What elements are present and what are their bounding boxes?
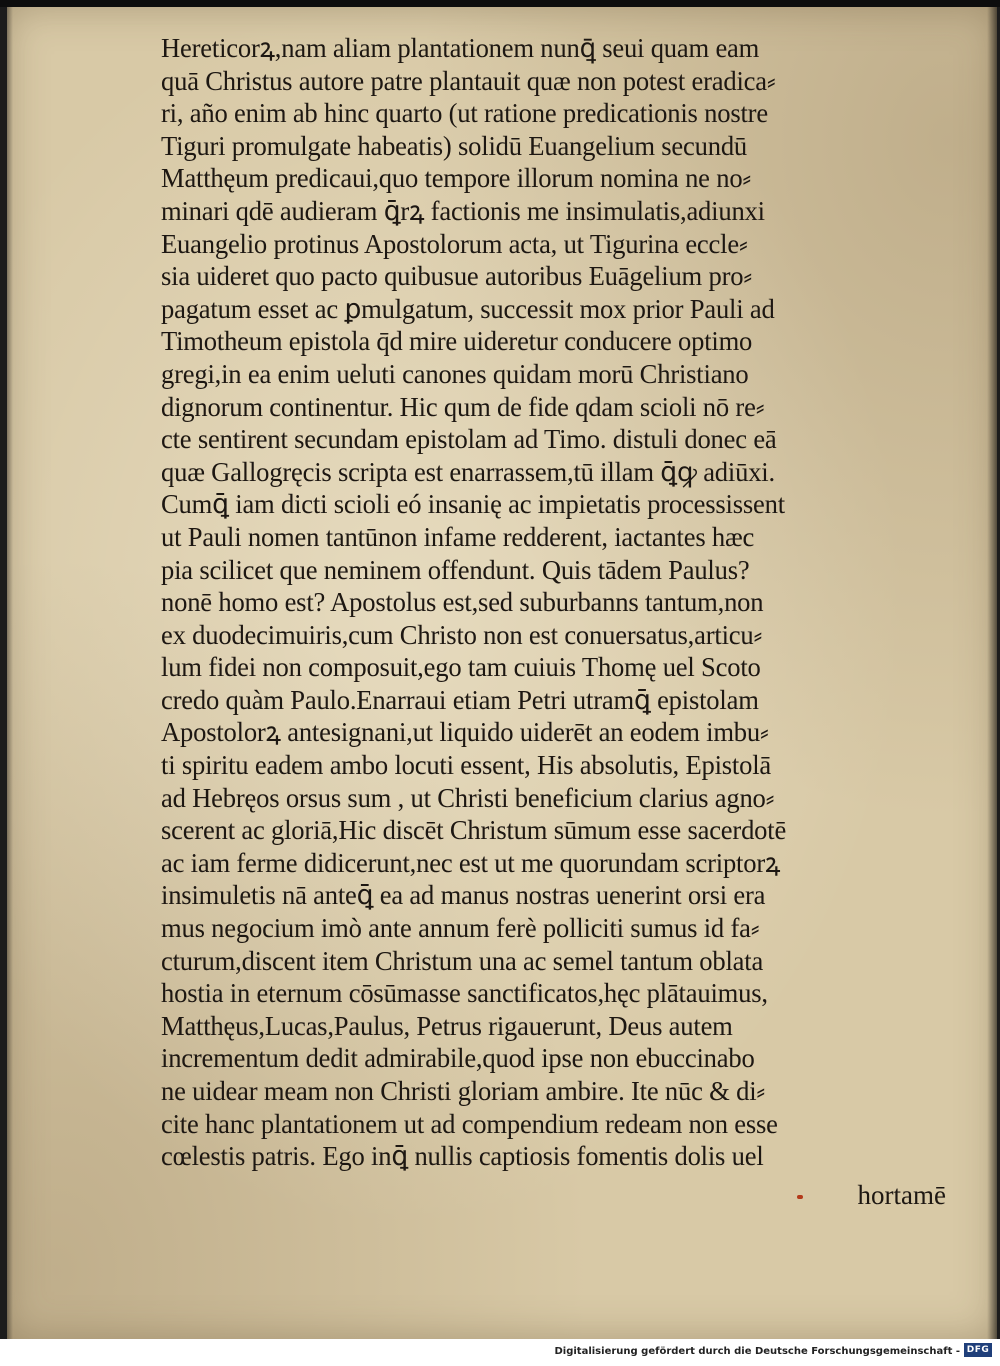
text-line: cœlestis patris. Ego inꝗ̄ nullis captiosis fomentis dolis uel bbox=[161, 1141, 764, 1172]
page-edge-left bbox=[7, 7, 13, 1339]
text-line: mus negocium imò ante annum ferè polliciti sumus id fa⸗ bbox=[161, 913, 760, 944]
text-line: pia scilicet que neminem offendunt. Quis tādem Paulus? bbox=[161, 554, 750, 585]
text-line: ex duodecimuiris,cum Christo non est conuersatus,articu⸗ bbox=[161, 619, 763, 650]
text-line: Apostolorꝝ antesignani,ut liquido uiderēt an eodem imbu⸗ bbox=[161, 717, 769, 748]
text-line: cturum,discent item Christum una ac semel tantum oblata bbox=[161, 945, 764, 976]
text-line: Matthęum predicaui,quo tempore illorum nomina ne no⸗ bbox=[161, 163, 752, 194]
text-line: ri, año enim ab hinc quarto (ut ratione predicationis nostre bbox=[161, 98, 768, 129]
text-line: Cumꝗ̄ iam dicti scioli eó insanię ac impietatis processissent bbox=[161, 489, 785, 520]
text-line: dignorum continentur. Hic qum de fide qdam scioli nō re⸗ bbox=[161, 391, 765, 422]
text-line: quā Christus autore patre plantauit quæ non potest eradica⸗ bbox=[161, 65, 776, 96]
text-line: pagatum esset ac ꝑmulgatum, successit mox prior Pauli ad bbox=[161, 293, 775, 324]
text-line: Tiguri promulgate habeatis) solidū Euangelium secundū bbox=[161, 130, 748, 161]
ink-mark bbox=[797, 1195, 803, 1199]
text-line: Matthęus,Lucas,Paulus, Petrus rigauerunt, Deus autem bbox=[161, 1010, 733, 1041]
text-line: hostia in eternum cōsūmasse sanctificatos,hęc plātauimus, bbox=[161, 978, 768, 1009]
text-line: cite hanc plantationem ut ad compendium redeam non esse bbox=[161, 1108, 778, 1139]
dfg-logo: DFG bbox=[964, 1343, 992, 1357]
text-line: insimuletis nā anteꝗ̄ ea ad manus nostras uenerint orsi era bbox=[161, 880, 766, 911]
text-line: gregi,in ea enim ueluti canones quidam morū Christiano bbox=[161, 358, 749, 389]
text-line: cte sentirent secundam epistolam ad Timo. distuli donec eā bbox=[161, 424, 777, 455]
text-line: nonē homo est? Apostolus est,sed suburbanns tantum,non bbox=[161, 587, 764, 618]
text-line: minari qdē audieram ꝗ̄rꝝ factionis me insimulatis,adiunxi bbox=[161, 195, 765, 226]
text-line: Euangelio protinus Apostolorum acta, ut Tigurina eccle⸗ bbox=[161, 228, 748, 259]
viewer-top-bar bbox=[0, 0, 1000, 7]
text-line: sia uideret quo pacto quibusue autoribus Euāgelium pro⸗ bbox=[161, 261, 752, 292]
text-line: ac iam ferme didicerunt,nec est ut me quorundam scriptorꝝ bbox=[161, 847, 781, 878]
text-line: credo quàm Paulo.Enarraui etiam Petri utramꝗ̄ epistolam bbox=[161, 684, 759, 715]
text-line: incrementum dedit admirabile,quod ipse non ebuccinabo bbox=[161, 1043, 755, 1074]
page-edge-right bbox=[987, 7, 997, 1339]
funding-credit: Digitalisierung gefördert durch die Deutsche Forschungsgemeinschaft - bbox=[554, 1346, 960, 1357]
text-line: ut Pauli nomen tantūnon infame redderent, iactantes hæc bbox=[161, 521, 755, 552]
text-line: ne uidear meam non Christi gloriam ambire. Ite nūc & di⸗ bbox=[161, 1076, 766, 1106]
text-line: Hereticorꝝ,nam aliam plantationem nunꝗ̄ seui quam eam bbox=[161, 33, 760, 63]
text-line: scerent ac gloriā,Hic discēt Christum sūmum esse sacerdotē bbox=[161, 815, 787, 846]
text-line: ti spiritu eadem ambo locuti essent, His absolutis, Epistolā bbox=[161, 750, 772, 781]
catchword: hortamē bbox=[857, 1180, 946, 1210]
text-line: quæ Gallogręcis scripta est enarrassem,tū illam ꝗ̄ꝙ adiūxi. bbox=[161, 456, 775, 487]
text-line: ad Hebręos orsus sum , ut Christi beneficium clarius agno⸗ bbox=[161, 782, 775, 813]
body-text bbox=[161, 32, 951, 1173]
text-line: Timotheum epistola q̄d mire uideretur conducere optimo bbox=[161, 326, 753, 357]
text-line: lum fidei non composuit,ego tam cuiuis Thomę uel Scoto bbox=[161, 652, 761, 683]
